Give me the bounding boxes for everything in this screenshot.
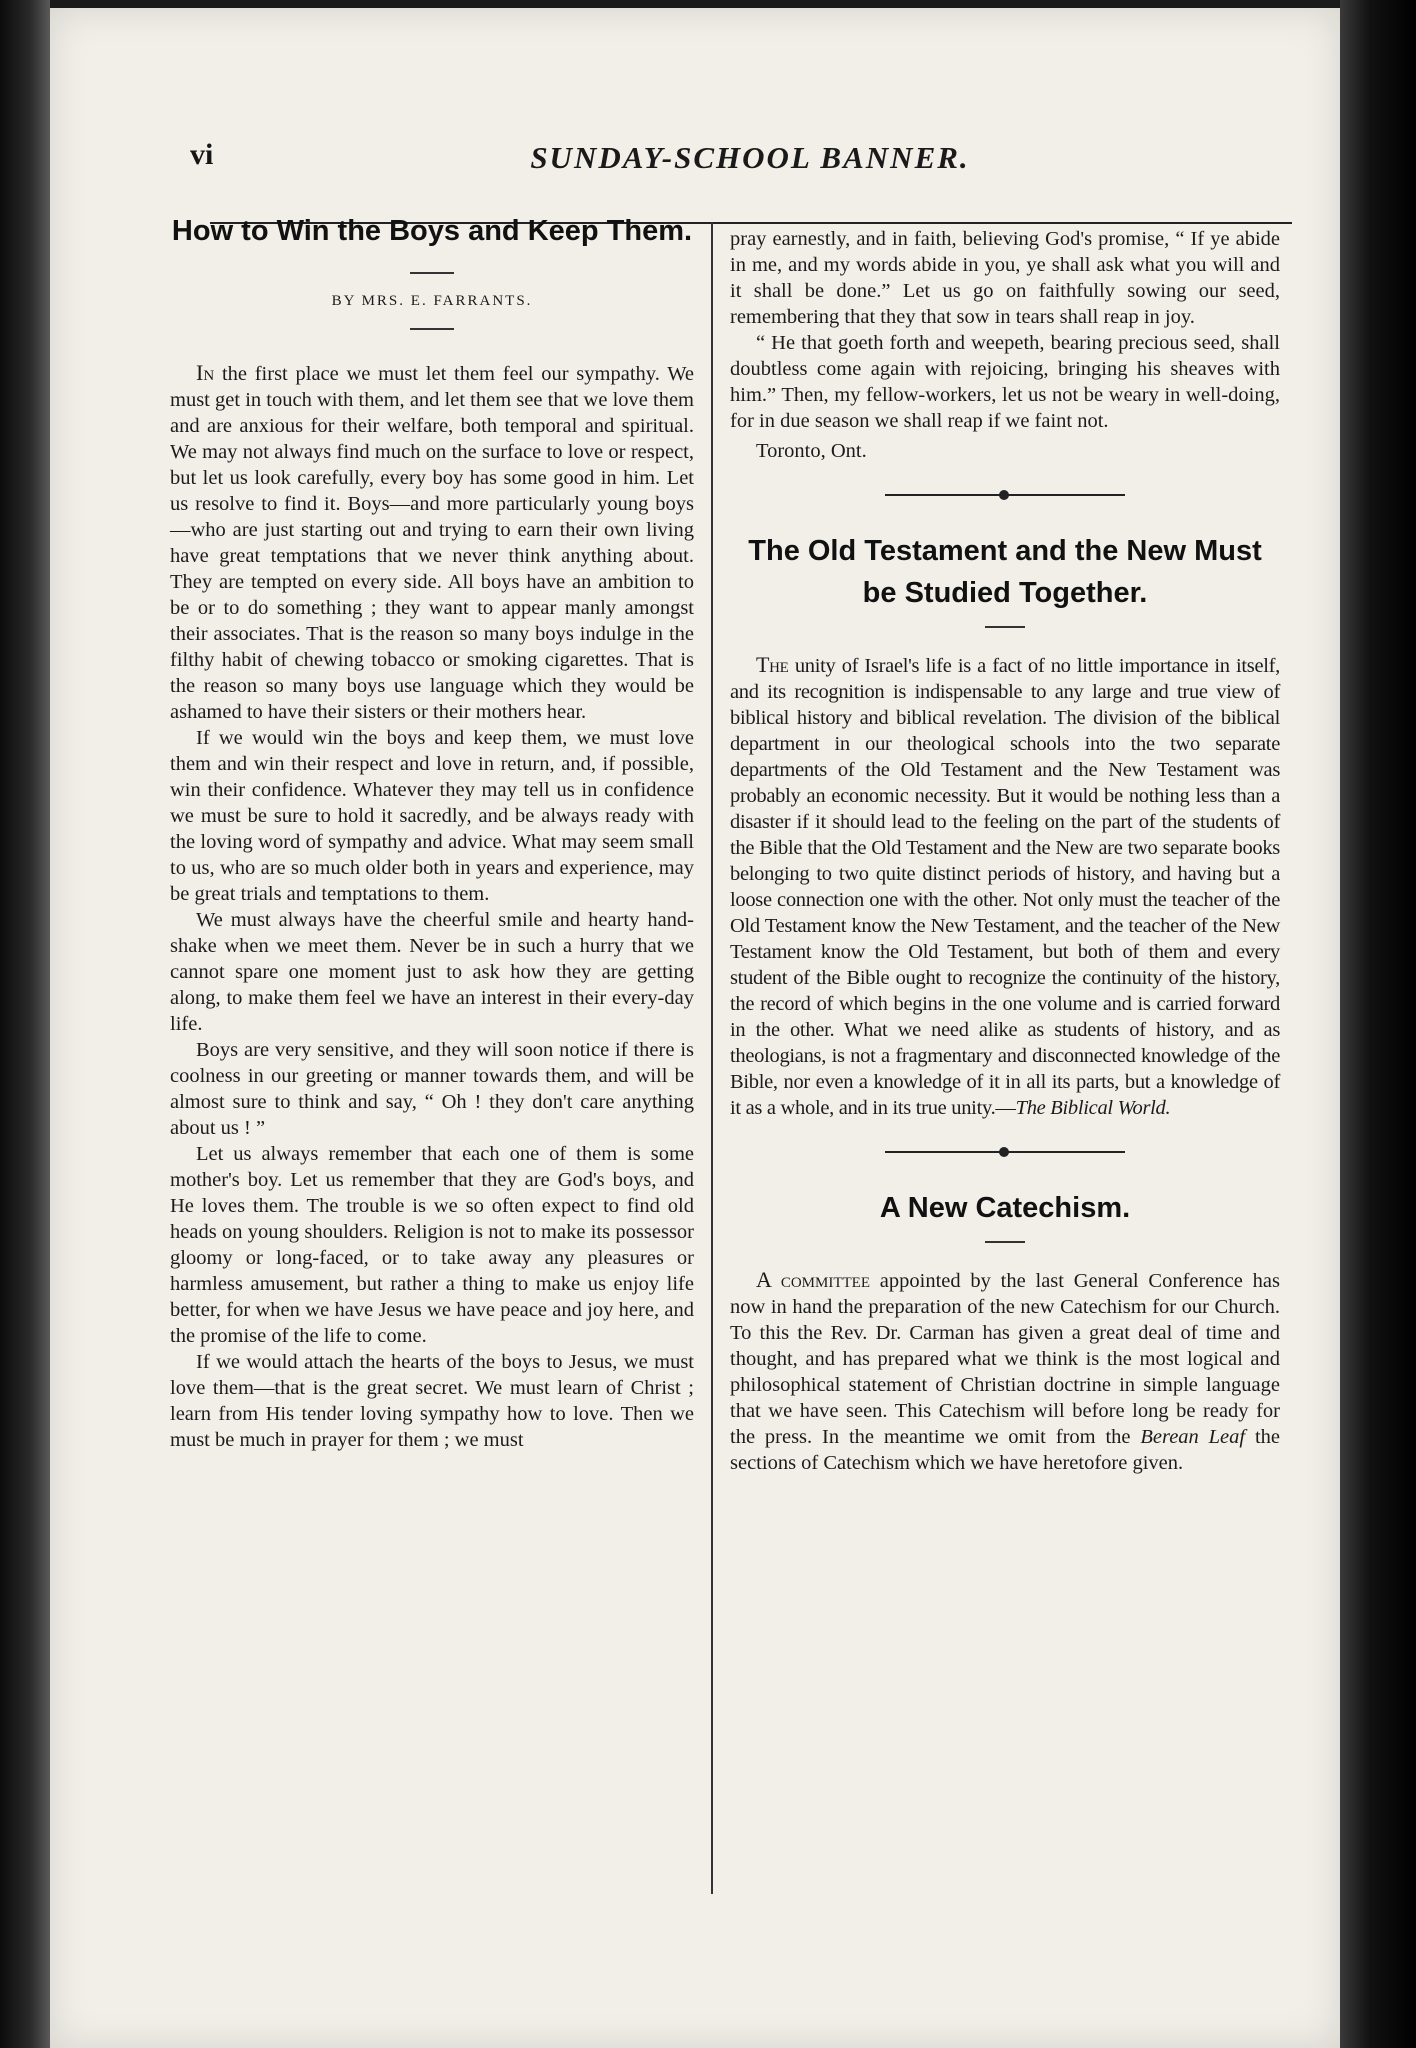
lead-word: In xyxy=(196,360,215,385)
paragraph xyxy=(730,652,1280,1121)
scan-left-edge xyxy=(0,0,50,2048)
paragraph: Let us always remember that each one of them is some mother's boy. Let us remember that they are God's boys, and He loves them. The trouble is we so often expect to find old heads on young shoulders. Religion is not to make its possessor gloomy or long-faced, or to take away any pleasures or harmless amusement, but rather a thing to make us enjoy life better, for when we have Jesus we have peace and joy here, and the promise of the life to come. xyxy=(170,1143,694,1347)
place-line: Toronto, Ont. xyxy=(756,440,867,462)
section-divider xyxy=(885,494,1125,496)
paragraph xyxy=(730,1267,1280,1476)
paragraph: “ He that goeth forth and weepeth, bearing precious seed, shall doubtless come again with rejoicing, bringing his sheaves with him.” Then, my fellow-workers, let us not be weary in well-doing, for in due season we shall reap if we faint not. xyxy=(730,332,1280,432)
lead-word: A committee xyxy=(756,1267,870,1292)
paragraph-text: unity of Israel's life is a fact of no little importance in itself, and its recognition is indispensable to any large and true view of biblical history and biblical revelation. The division of the biblical department in our theological schools into the two separate departments of the Old Testament and the New Testament was probably an economic necessity. But it would be nothing less than a disaster if it should lead to the feeling on the part of the students of the Bible that the Old Testament and the New are two separate books belonging to two quite distinct periods of history, and having but a loose connection one with the other. Not only must the teacher of the Old Testament know the New Testament, and the teacher of the New Testament know the Old Testament, but both of them and every student of the Bible ought to recognize the continuity of the history, the record of which begins in the one volume and is carried forward in the other. What we need alike as students of history, and as theologians, is not a fragmentary and disconnected knowledge of the Bible, nor even a knowledge of it in all its parts, but a knowledge of it as a whole, and in its true unity.— xyxy=(730,655,1280,1119)
section-divider xyxy=(885,1151,1125,1153)
running-head xyxy=(190,138,1290,188)
paragraph: If we would win the boys and keep them, we must love them and win their respect and love in return, and, if possible, win their confidence. Whatever they may tell us in confidence we must be sure to hold it sacredly, and be always ready with the loving word of sympathy and advice. What may seem small to us, who are so much older both in years and experience, may be great trials and temptations to them. xyxy=(170,727,694,905)
paragraph xyxy=(170,360,694,725)
italic-title: Berean Leaf xyxy=(1140,1426,1246,1448)
article-title-catechism: A New Catechism. xyxy=(879,1192,1131,1224)
title-rule xyxy=(985,626,1025,628)
page-number: vi xyxy=(190,138,214,171)
lead-word: The xyxy=(756,652,789,677)
source-credit: The Biblical World. xyxy=(1015,1097,1171,1119)
divider-dot xyxy=(999,1147,1009,1157)
byline: BY MRS. E. FARRANTS. xyxy=(170,272,694,330)
article-title-boys: How to Win the Boys and Keep Them. xyxy=(171,215,693,247)
divider-dot xyxy=(999,490,1009,500)
title-rule xyxy=(985,1241,1025,1243)
paragraph-text: the sections of Catechism which we have heretofore given. xyxy=(730,1426,1281,1474)
page xyxy=(50,8,1340,2048)
paragraph: If we would attach the hearts of the boys to Jesus, we must love them—that is the great secret. We must learn of Christ ; learn from His tender loving sympathy how to love. Then we must be much in prayer for them ; we must xyxy=(170,1351,694,1451)
paragraph: Boys are very sensitive, and they will soon notice if there is coolness in our greeting or manner towards them, and will be almost sure to think and say, “ Oh ! they don't care anything about us ! ” xyxy=(170,1039,694,1139)
paragraph: We must always have the cheerful smile and hearty hand-shake when we meet them. Never be in such a hurry that we cannot spare one moment just to ask how they are getting along, to make them feel we have an interest in their every-day life. xyxy=(170,909,694,1035)
scan-right-edge xyxy=(1340,0,1416,2048)
left-column xyxy=(170,210,694,1453)
paragraph: pray earnestly, and in faith, believing God's promise, “ If ye abide in me, and my words abide in you, ye shall ask what you will and it shall be done.” Let us go on faithfully sowing our seed, remembering that they that sow in tears shall reap in joy. xyxy=(730,228,1280,328)
right-column xyxy=(730,226,1280,1476)
paragraph-text: appointed by the last General Conference has now in hand the preparation of the new Catechism for our Church. To this the Rev. Dr. Carman has given a great deal of time and thought, and has prepared what we think is the most logical and philosophical statement of Christian doctrine in simple language that we have seen. This Catechism will before long be ready for the press. In the meantime we omit from the xyxy=(730,1270,1280,1448)
journal-title: SUNDAY-SCHOOL BANNER. xyxy=(530,140,970,175)
paragraph-text: the first place we must let them feel our sympathy. We must get in touch with them, and let them see that we love them and are anxious for their welfare, both temporal and spiritual. We may not always find much on the surface to love or respect, but let us look carefully, every boy has some good in him. Let us resolve to find it. Boys—and more particularly young boys—who are just starting out and trying to earn their own living have great temptations that we never think anything about. They are tempted on every side. All boys have an ambition to be or to do something ; they want to appear manly amongst their associates. That is the reason so many boys indulge in the filthy habit of chewing tobacco or smoking cigarettes. That is the reason so many boys use language which they would be ashamed to have their sisters or their mothers hear. xyxy=(170,363,695,723)
column-rule xyxy=(711,222,713,1894)
article-title-testament: The Old Testament and the New Must be Studied Together. xyxy=(748,535,1262,609)
